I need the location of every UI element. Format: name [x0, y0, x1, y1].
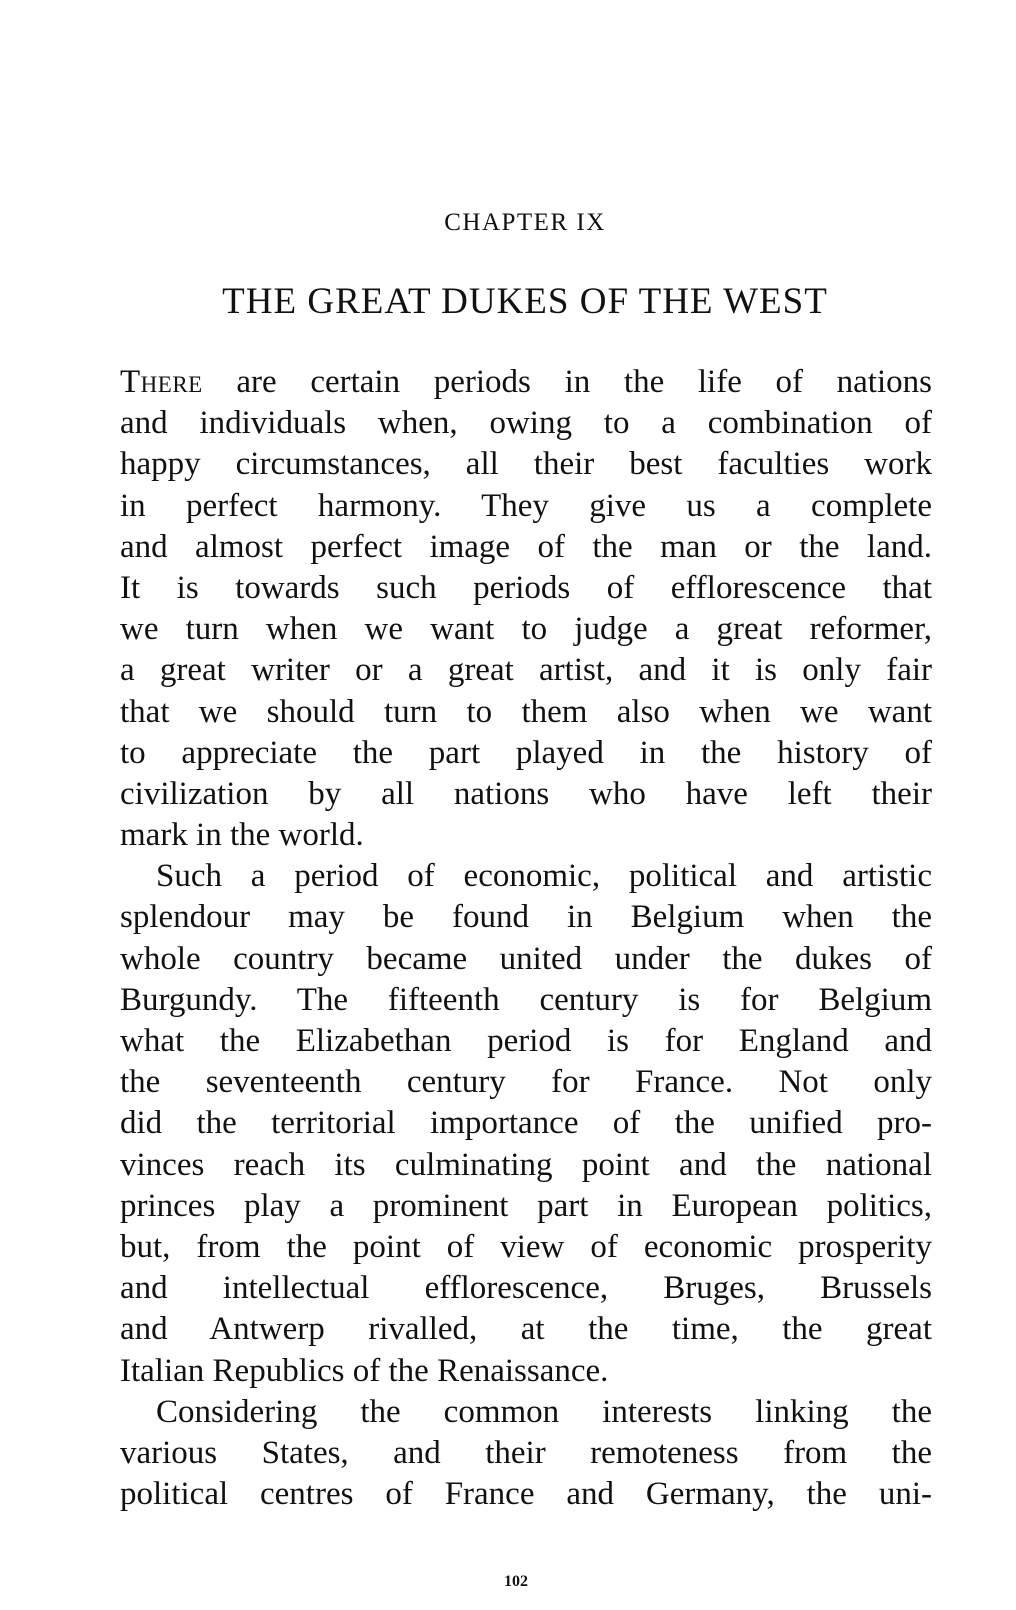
text-line: Such a period of economic, political and artistic	[156, 858, 932, 895]
text-line: vinces reach its culminating point and the national	[120, 1146, 932, 1183]
chapter-label: CHAPTER IX	[444, 209, 606, 236]
page-number: 102	[504, 1573, 528, 1590]
text-line: princes play a prominent part in European politics,	[120, 1187, 932, 1224]
text-line: Burgundy. The fifteenth century is for Belgium	[120, 981, 932, 1018]
text-line: and individuals when, owing to a combination of	[120, 405, 932, 442]
text-line: that we should turn to them also when we want	[120, 693, 932, 730]
text-line: the seventeenth century for France. Not only	[120, 1064, 932, 1101]
text-line: and intellectual efflorescence, Bruges, Brussels	[120, 1270, 932, 1307]
text-line: and almost perfect image of the man or the land.	[120, 528, 932, 565]
text-line: happy circumstances, all their best faculties work	[120, 446, 932, 483]
text-line: There are certain periods in the life of nations	[120, 364, 932, 400]
text-line: and Antwerp rivalled, at the time, the great	[120, 1311, 932, 1348]
chapter-title: THE GREAT DUKES OF THE WEST	[222, 281, 828, 322]
text-line: It is towards such periods of efflorescence that	[120, 569, 932, 606]
text-line: Considering the common interests linking the	[156, 1393, 932, 1430]
text-line: civilization by all nations who have left their	[120, 775, 932, 812]
text-line: but, from the point of view of economic prosperity	[120, 1228, 932, 1265]
text-line: to appreciate the part played in the history of	[120, 734, 932, 771]
text-line: a great writer or a great artist, and it is only fair	[120, 652, 932, 689]
text-line: in perfect harmony. They give us a complete	[120, 487, 932, 524]
text-line: various States, and their remoteness from the	[120, 1434, 932, 1471]
text-line: political centres of France and Germany, the uni-	[120, 1476, 932, 1513]
body-text	[120, 362, 932, 1515]
text-line: did the territorial importance of the unified pro-	[120, 1105, 932, 1142]
text-line: whole country became united under the dukes of	[120, 940, 932, 977]
text-line: what the Elizabethan period is for England and	[120, 1023, 932, 1059]
text-line: mark in the world.	[120, 817, 364, 854]
text-line: splendour may be found in Belgium when the	[120, 899, 932, 936]
text-line: Italian Republics of the Renaissance.	[120, 1352, 609, 1389]
lead-word: There	[120, 364, 203, 400]
text-line: we turn when we want to judge a great reformer,	[120, 611, 932, 648]
